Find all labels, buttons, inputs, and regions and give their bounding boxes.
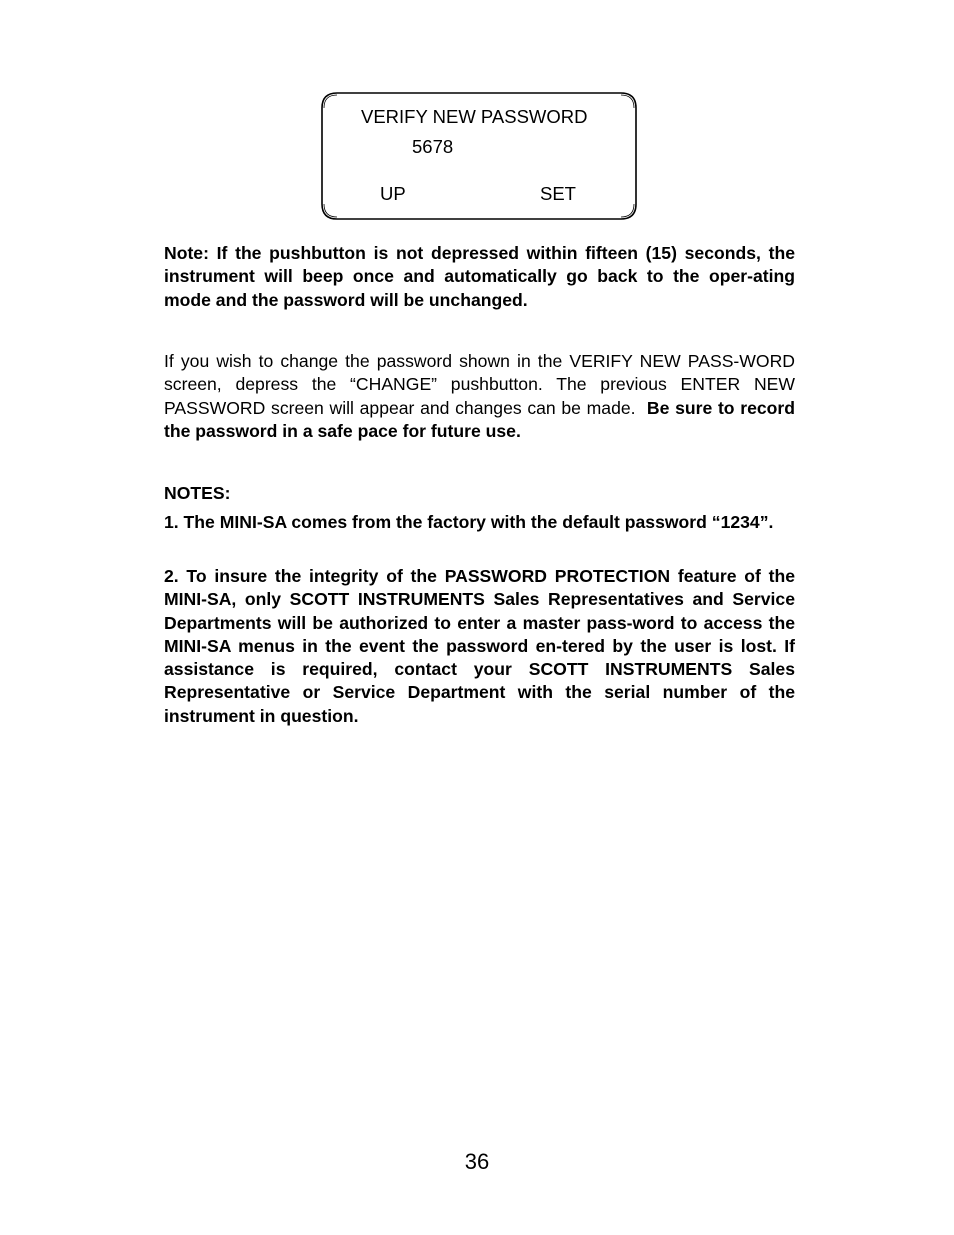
display-title: VERIFY NEW PASSWORD <box>361 106 588 127</box>
display-up-label: UP <box>380 183 406 204</box>
page-number: 36 <box>464 1149 490 1174</box>
display-password-value: 5678 <box>412 136 454 157</box>
display-set-label: SET <box>540 183 576 204</box>
timeout-note: Note: If the pushbutton is not depressed within fifteen (15) seconds, the instrument will beep once and automatically go back to the oper-ating mode and the password will be unchanged. <box>164 243 795 310</box>
change-password-paragraph <box>164 350 795 443</box>
lcd-display-illustration <box>321 92 637 220</box>
change-paragraph-bold-text: Be sure to record the password in a safe pace for future use. <box>164 397 795 441</box>
note-item-2: 2. To insure the integrity of the PASSWORD PROTECTION feature of the MINI-SA, only SCOTT INSTRUMENTS Sales Representatives and Service Departments will be authorized to enter a master pass-word to access the MINI-SA menus in the event the password en-tered by the user is lost. If assistance is required, contact your SCOTT INSTRUMENTS Sales Representative or Service Department with the serial number of the instrument in question. <box>164 566 795 726</box>
notes-heading: NOTES: <box>164 483 231 503</box>
change-paragraph-text: If you wish to change the password shown in the VERIFY NEW PASS-WORD screen, depress the “CHANGE” pushbutton. The previous ENTER NEW PASSWORD screen will appear and changes can be made. <box>164 351 795 418</box>
note-item-1: 1. The MINI-SA comes from the factory with the default password “1234”. <box>164 512 774 532</box>
